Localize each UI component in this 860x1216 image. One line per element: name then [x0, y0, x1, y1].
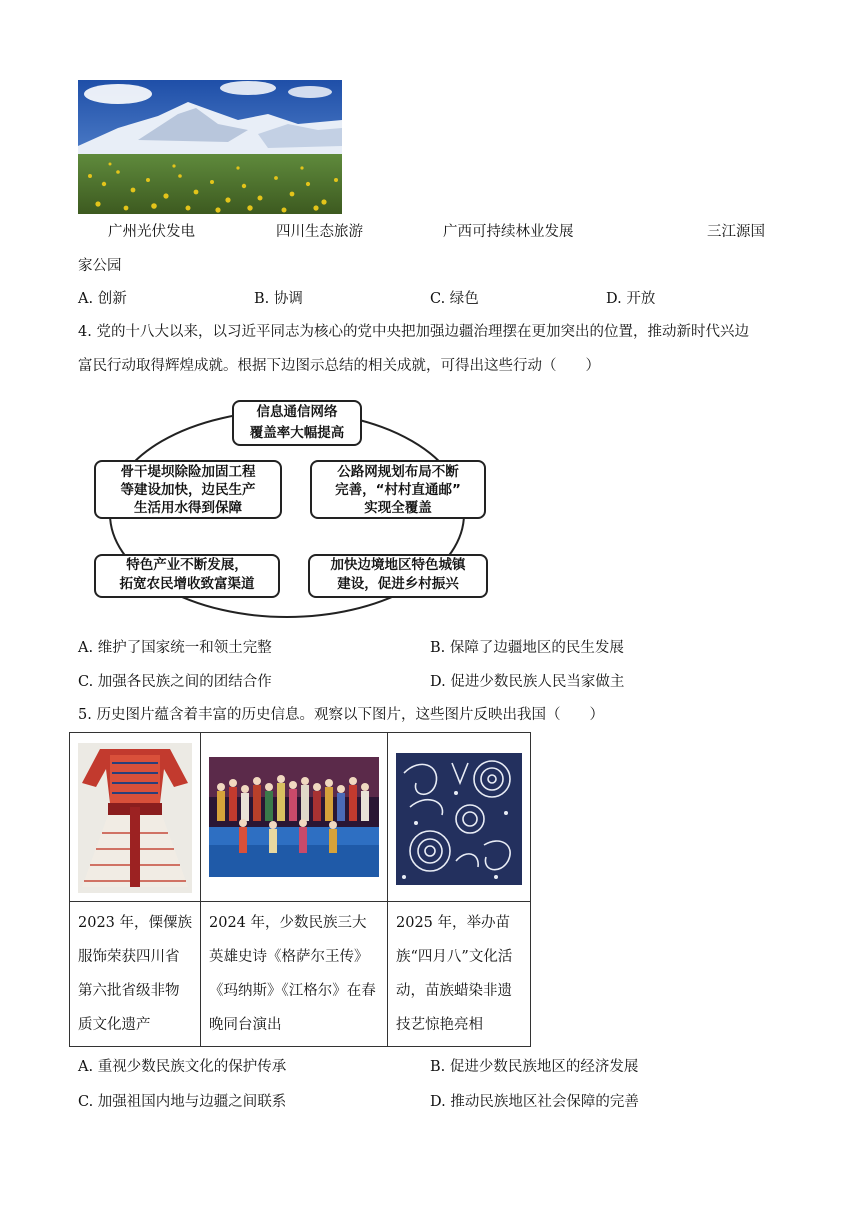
- q5-option-a: A. 重视少数民族文化的保护传承: [78, 1059, 287, 1075]
- diagram-node-water: 骨干堤坝除险加固工程 等建设加快，边民生产 生活用水得到保障: [94, 460, 282, 519]
- text-cell-batik: 2025 年，举办苗族“四月八”文化活动，苗族蜡染非遗技艺惊艳亮相: [388, 902, 531, 1047]
- diagram-node-telecom: 信息通信网络 覆盖率大幅提高: [232, 400, 362, 446]
- option-d: D. 开放: [606, 291, 656, 307]
- diagram-node-roads: 公路网规划布局不断 完善，“村村直通邮” 实现全覆盖: [310, 460, 486, 519]
- question-4-line2: 富民行动取得辉煌成就。根据下边图示总结的相关成就，可得出这些行动（ ）: [78, 358, 600, 374]
- question-4-line1: 4. 党的十八大以来，以习近平同志为核心的党中央把加强边疆治理摆在更加突出的位置，推动新时代兴边: [78, 324, 749, 340]
- option-c: C. 绿色: [430, 291, 479, 307]
- caption-guangzhou: 广州光伏发电: [108, 224, 195, 240]
- q4-option-b: B. 保障了边疆地区的民生发展: [430, 640, 624, 656]
- achievement-diagram: [90, 396, 490, 620]
- option-a: A. 创新: [78, 291, 127, 307]
- mountain-meadow-photo: [78, 80, 342, 214]
- diagram-node-industry: 特色产业不断发展， 拓宽农民增收致富渠道: [94, 554, 280, 598]
- caption-guangxi: 广西可持续林业发展: [443, 224, 574, 240]
- picture-table: [69, 732, 531, 1047]
- spring-gala-image: [201, 733, 387, 901]
- diagram-node-towns: 加快边境地区特色城镇 建设，促进乡村振兴: [308, 554, 488, 598]
- question-5-stem: 5. 历史图片蕴含着丰富的历史信息。观察以下图片，这些图片反映出我国（ ）: [78, 707, 604, 723]
- option-b: B. 协调: [254, 291, 303, 307]
- text-cell-epic: 2024 年，少数民族三大英雄史诗《格萨尔王传》《玛纳斯》《江格尔》在春晚同台演出: [201, 902, 388, 1047]
- q5-option-c: C. 加强祖国内地与边疆之间联系: [78, 1094, 287, 1110]
- q5-option-b: B. 促进少数民族地区的经济发展: [430, 1059, 639, 1075]
- caption-sichuan: 四川生态旅游: [276, 224, 363, 240]
- caption-wrap: 家公园: [78, 258, 122, 274]
- picture-cell-batik: [388, 733, 531, 902]
- q4-option-d: D. 促进少数民族人民当家做主: [430, 674, 625, 690]
- q5-option-d: D. 推动民族地区社会保障的完善: [430, 1094, 639, 1110]
- lisu-costume-image: [70, 733, 200, 901]
- text-cell-costume: 2023 年，傈僳族服饰荣获四川省第六批省级非物质文化遗产: [70, 902, 201, 1047]
- caption-sanjiangyuan: 三江源国: [707, 224, 765, 240]
- picture-cell-costume: [70, 733, 201, 902]
- miao-batik-image: [388, 733, 530, 901]
- q4-option-c: C. 加强各民族之间的团结合作: [78, 674, 272, 690]
- picture-cell-epic: [201, 733, 388, 902]
- q4-option-a: A. 维护了国家统一和领土完整: [78, 640, 272, 656]
